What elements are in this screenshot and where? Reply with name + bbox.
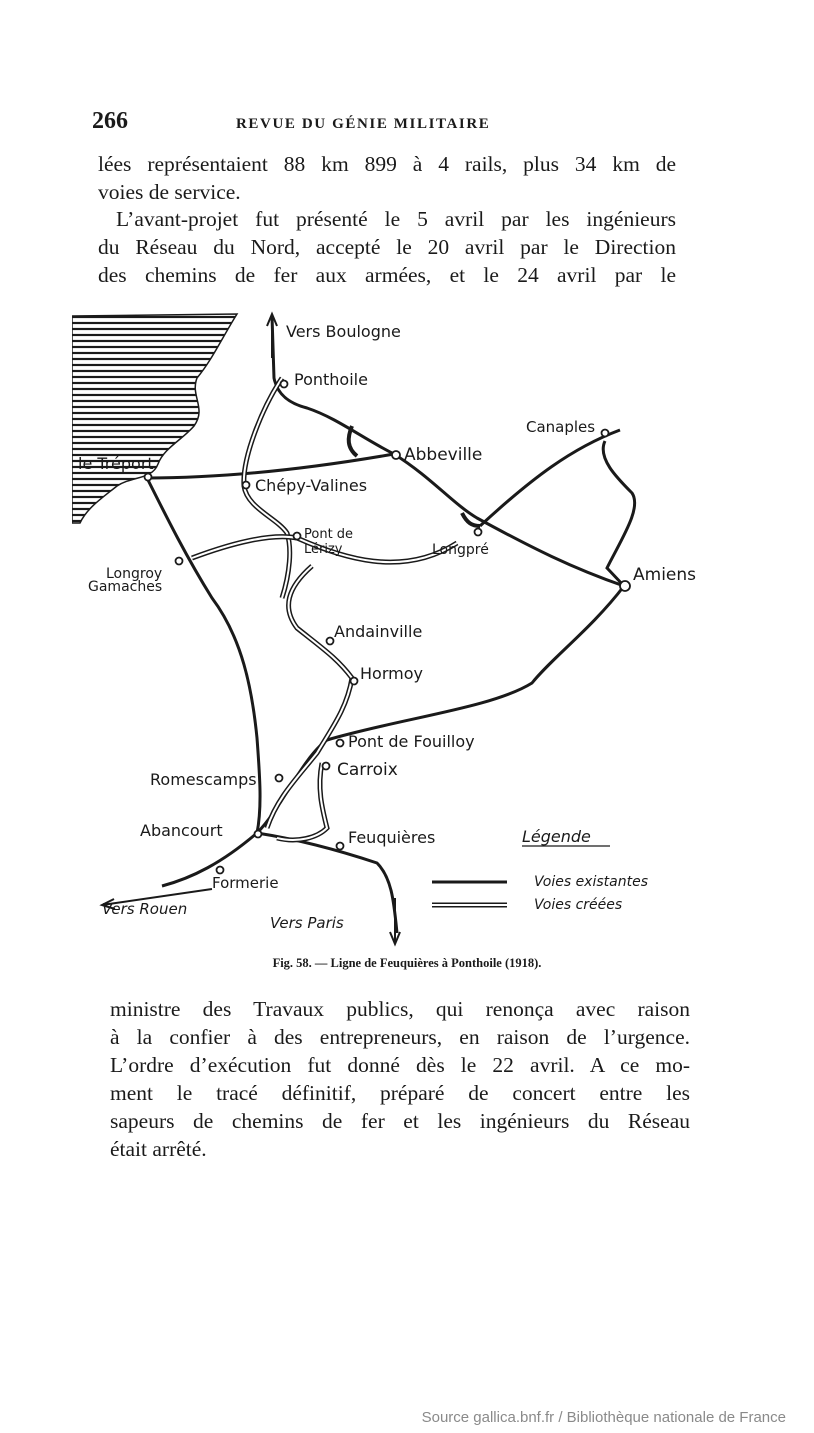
label-lerizy: Lérizy (304, 542, 343, 557)
station-pont-de-fouilloy (337, 740, 344, 747)
source-attribution: Source gallica.bnf.fr / Bibliothèque nationale de France (421, 1409, 786, 1426)
text-line: ment le tracé définitif, préparé de concert entre les (110, 1081, 690, 1105)
line-treport-abbeville (147, 454, 394, 478)
legend-created-label: Voies créées (534, 897, 623, 913)
label-feuquieres: Feuquières (348, 828, 436, 847)
paragraph-avant-projet (98, 205, 676, 289)
station-romescamps (276, 775, 283, 782)
arrow-up-icon (267, 314, 277, 358)
label-abancourt: Abancourt (140, 821, 223, 840)
label-vers-boulogne: Vers Boulogne (286, 322, 401, 341)
text-line: était arrêté. (110, 1137, 207, 1161)
label-chepy-valines: Chépy-Valines (255, 476, 368, 495)
station-canaples (602, 430, 609, 437)
label-andainville: Andainville (334, 622, 423, 641)
line-canaples-longpre (480, 430, 620, 526)
label-canaples: Canaples (526, 418, 596, 436)
label-hormoy: Hormoy (360, 664, 423, 683)
station-andainville (327, 638, 334, 645)
station-longroy-gamaches (176, 558, 183, 565)
figure-caption: Fig. 58. — Ligne de Feuquières à Ponthoile (1918). (272, 956, 542, 970)
label-ponthoile: Ponthoile (294, 370, 368, 389)
legend-existing-label: Voies existantes (534, 874, 648, 890)
label-gamaches: Gamaches (88, 579, 163, 595)
text-line: L’ordre d’exécution fut donné dès le 22 avril. A ce mo- (110, 1053, 690, 1077)
paragraph-continued (98, 150, 676, 206)
station-carroix (323, 763, 330, 770)
running-head: REVUE DU GÉNIE MILITAIRE (236, 116, 491, 132)
text-line: lées représentaient 88 km 899 à 4 rails, plus 34 km de (98, 152, 676, 176)
arrow-down-icon (390, 898, 400, 944)
station-feuquieres (337, 843, 344, 850)
line-canaples-amiens (603, 441, 635, 586)
label-le-treport: le Tréport (78, 454, 154, 473)
label-vers-paris: Vers Paris (270, 914, 344, 932)
station-ponthoile (281, 381, 288, 388)
line-abbeville-amiens (394, 454, 624, 586)
label-carroix: Carroix (337, 760, 398, 780)
label-vers-rouen: Vers Rouen (102, 900, 188, 918)
page-number: 266 (92, 108, 128, 134)
label-abbeville: Abbeville (404, 445, 483, 465)
text-line: du Réseau du Nord, accepté le 20 avril par le Direction (98, 235, 676, 259)
station-abancourt (255, 831, 262, 838)
station-abbeville (392, 451, 400, 459)
text-line: à la confier à des entrepreneurs, en raison de l’urgence. (110, 1025, 690, 1049)
label-romescamps: Romescamps (150, 770, 257, 789)
label-longpre: Longpré (432, 542, 489, 558)
station-le-treport (145, 474, 152, 481)
label-longroy: Longroy (106, 566, 163, 582)
station-lerizy (294, 533, 301, 540)
text-line: voies de service. (98, 180, 241, 204)
label-pont-de-fouilloy: Pont de Fouilloy (348, 732, 475, 751)
text-line: sapeurs de chemins de fer et les ingénieurs du Réseau (110, 1109, 690, 1133)
station-amiens (620, 581, 630, 591)
station-formerie (217, 867, 224, 874)
railway-map (72, 308, 712, 948)
text-line: ministre des Travaux publics, qui renonça avec raison (110, 997, 690, 1021)
station-chepy-valines (243, 482, 250, 489)
text-line: L’avant-projet fut présenté le 5 avril par les ingénieurs (116, 207, 676, 231)
text-line: des chemins de fer aux armées, et le 24 avril par le (98, 263, 676, 287)
legend-title: Légende (522, 827, 591, 846)
map-legend (432, 827, 648, 913)
label-pont-de: Pont de (304, 527, 354, 542)
paragraph-ministre (110, 995, 690, 1163)
label-amiens: Amiens (633, 565, 697, 585)
label-formerie: Formerie (212, 874, 279, 892)
station-hormoy (351, 678, 358, 685)
station-longpre (475, 529, 482, 536)
